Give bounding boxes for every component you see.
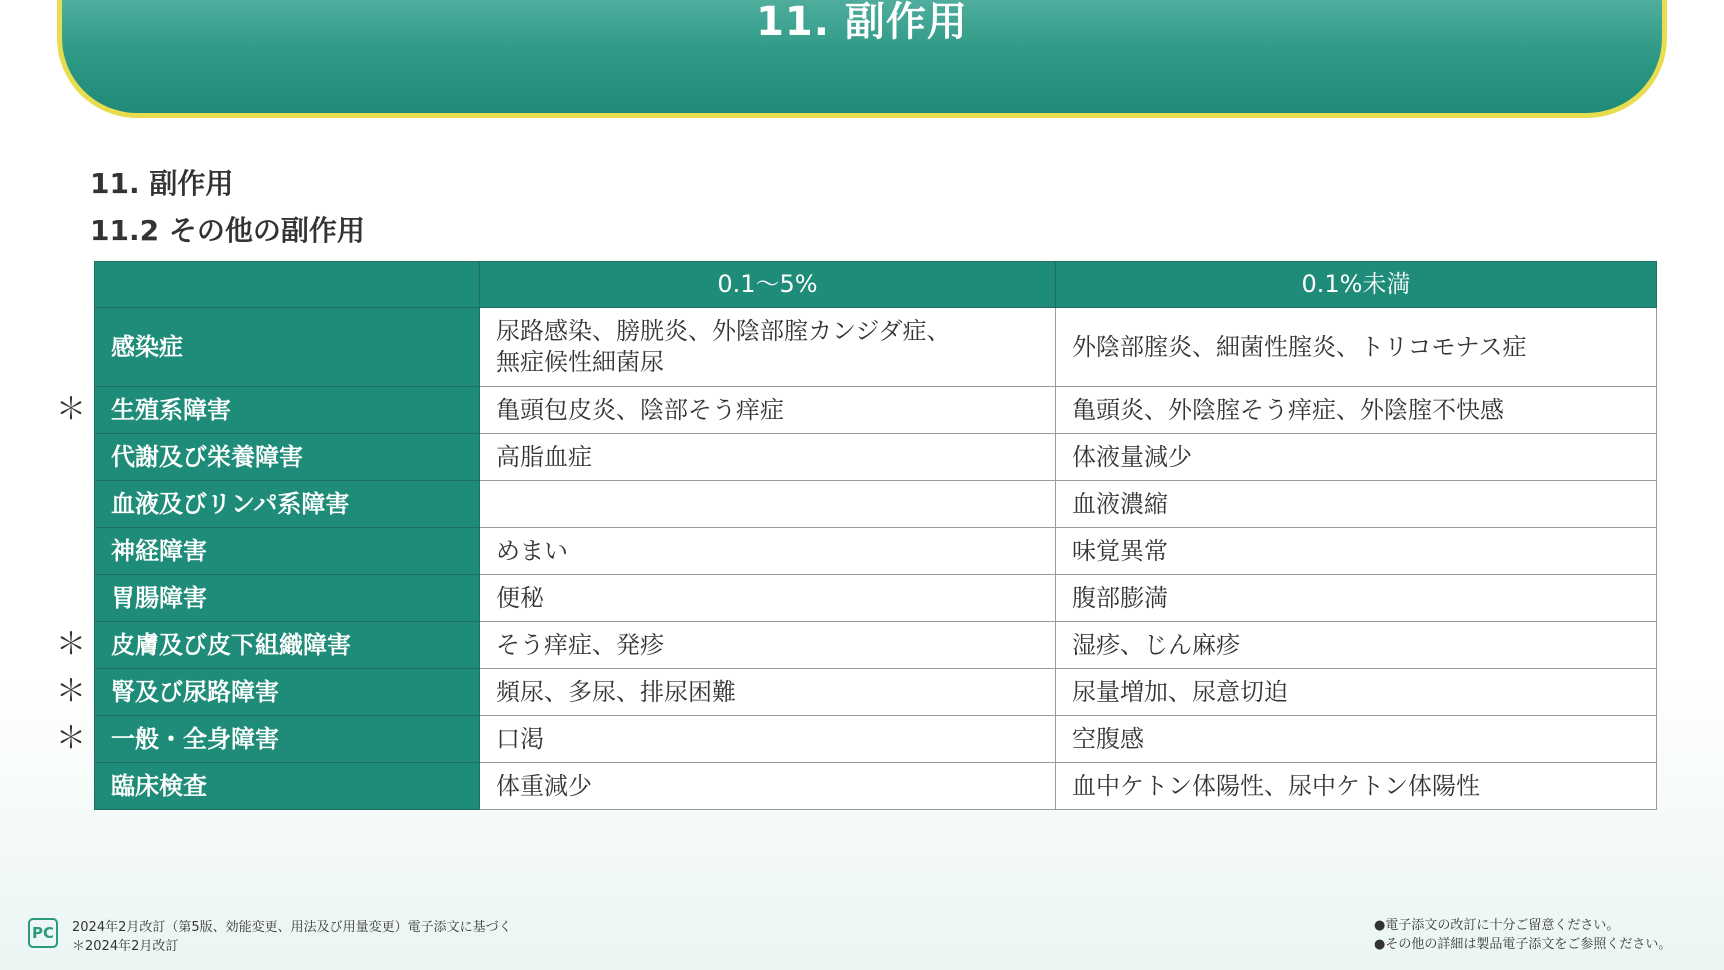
revision-note: 2024年2月改訂（第5版、効能変更、用法及び用量変更）電子添文に基づく [72,920,512,935]
header-freq-0-1-to-5: 0.1〜5% [480,262,1056,308]
freq-under-0-1-cell: 尿量増加、尿意切迫 [1056,669,1657,716]
revision-mark-note: ＊2024年2月改訂 [72,939,179,954]
freq-0-1-to-5-cell: 高脂血症 [480,434,1056,481]
freq-0-1-to-5-cell: 口渇 [480,716,1056,763]
category-cell: 皮膚及び皮下組織障害 [95,622,480,669]
table-row [95,481,1657,528]
freq-under-0-1-cell: 血液濃縮 [1056,481,1657,528]
table-row [95,622,1657,669]
table-row [95,528,1657,575]
table-row [95,434,1657,481]
footer-notices [1374,916,1671,954]
freq-under-0-1-cell: 体液量減少 [1056,434,1657,481]
freq-0-1-to-5-cell: めまい [480,528,1056,575]
table-row [95,669,1657,716]
freq-0-1-to-5-cell: 亀頭包皮炎、陰部そう痒症 [480,387,1056,434]
category-cell: 一般・全身障害 [95,716,480,763]
freq-under-0-1-cell: 味覚異常 [1056,528,1657,575]
revision-mark: ＊ [56,627,86,662]
category-cell: 神経障害 [95,528,480,575]
category-cell: 感染症 [95,308,480,387]
header-freq-under-0-1: 0.1%未満 [1056,262,1657,308]
freq-0-1-to-5-cell: 頻尿、多尿、排尿困難 [480,669,1056,716]
revision-mark: ＊ [56,674,86,709]
revision-mark: ＊ [56,721,86,756]
title-banner [57,0,1667,118]
freq-under-0-1-cell: 血中ケトン体陽性、尿中ケトン体陽性 [1056,763,1657,810]
freq-0-1-to-5-cell: そう痒症、発疹 [480,622,1056,669]
freq-0-1-to-5-cell: 便秘 [480,575,1056,622]
table-row [95,575,1657,622]
category-cell: 生殖系障害 [95,387,480,434]
banner-title: 11. 副作用 [756,0,968,45]
table-row [95,308,1657,387]
table-row [95,716,1657,763]
category-cell: 腎及び尿路障害 [95,669,480,716]
category-cell: 臨床検査 [95,763,480,810]
freq-0-1-to-5-cell: 体重減少 [480,763,1056,810]
table-row [95,387,1657,434]
freq-0-1-to-5-cell [480,481,1056,528]
table-header-row [95,262,1657,308]
freq-0-1-to-5-cell: 尿路感染、膀胱炎、外陰部腟カンジダ症、 無症候性細菌尿 [480,308,1056,387]
notice-1: ●電子添文の改訂に十分ご留意ください。 [1374,918,1620,933]
category-cell: 代謝及び栄養障害 [95,434,480,481]
table-row [95,763,1657,810]
side-effects-table [94,261,1657,810]
header-category [95,262,480,308]
notice-2: ●その他の詳細は製品電子添文をご参照ください。 [1374,937,1672,952]
subsection-heading: 11.2 その他の副作用 [90,214,365,247]
section-heading: 11. 副作用 [90,167,234,200]
freq-under-0-1-cell: 腹部膨満 [1056,575,1657,622]
category-cell: 血液及びリンパ系障害 [95,481,480,528]
freq-under-0-1-cell: 空腹感 [1056,716,1657,763]
category-cell: 胃腸障害 [95,575,480,622]
freq-under-0-1-cell: 外陰部腟炎、細菌性腟炎、トリコモナス症 [1056,308,1657,387]
freq-under-0-1-cell: 湿疹、じん麻疹 [1056,622,1657,669]
pc-logo: PC [28,918,58,948]
revision-mark: ＊ [56,392,86,427]
freq-under-0-1-cell: 亀頭炎、外陰腟そう痒症、外陰腟不快感 [1056,387,1657,434]
